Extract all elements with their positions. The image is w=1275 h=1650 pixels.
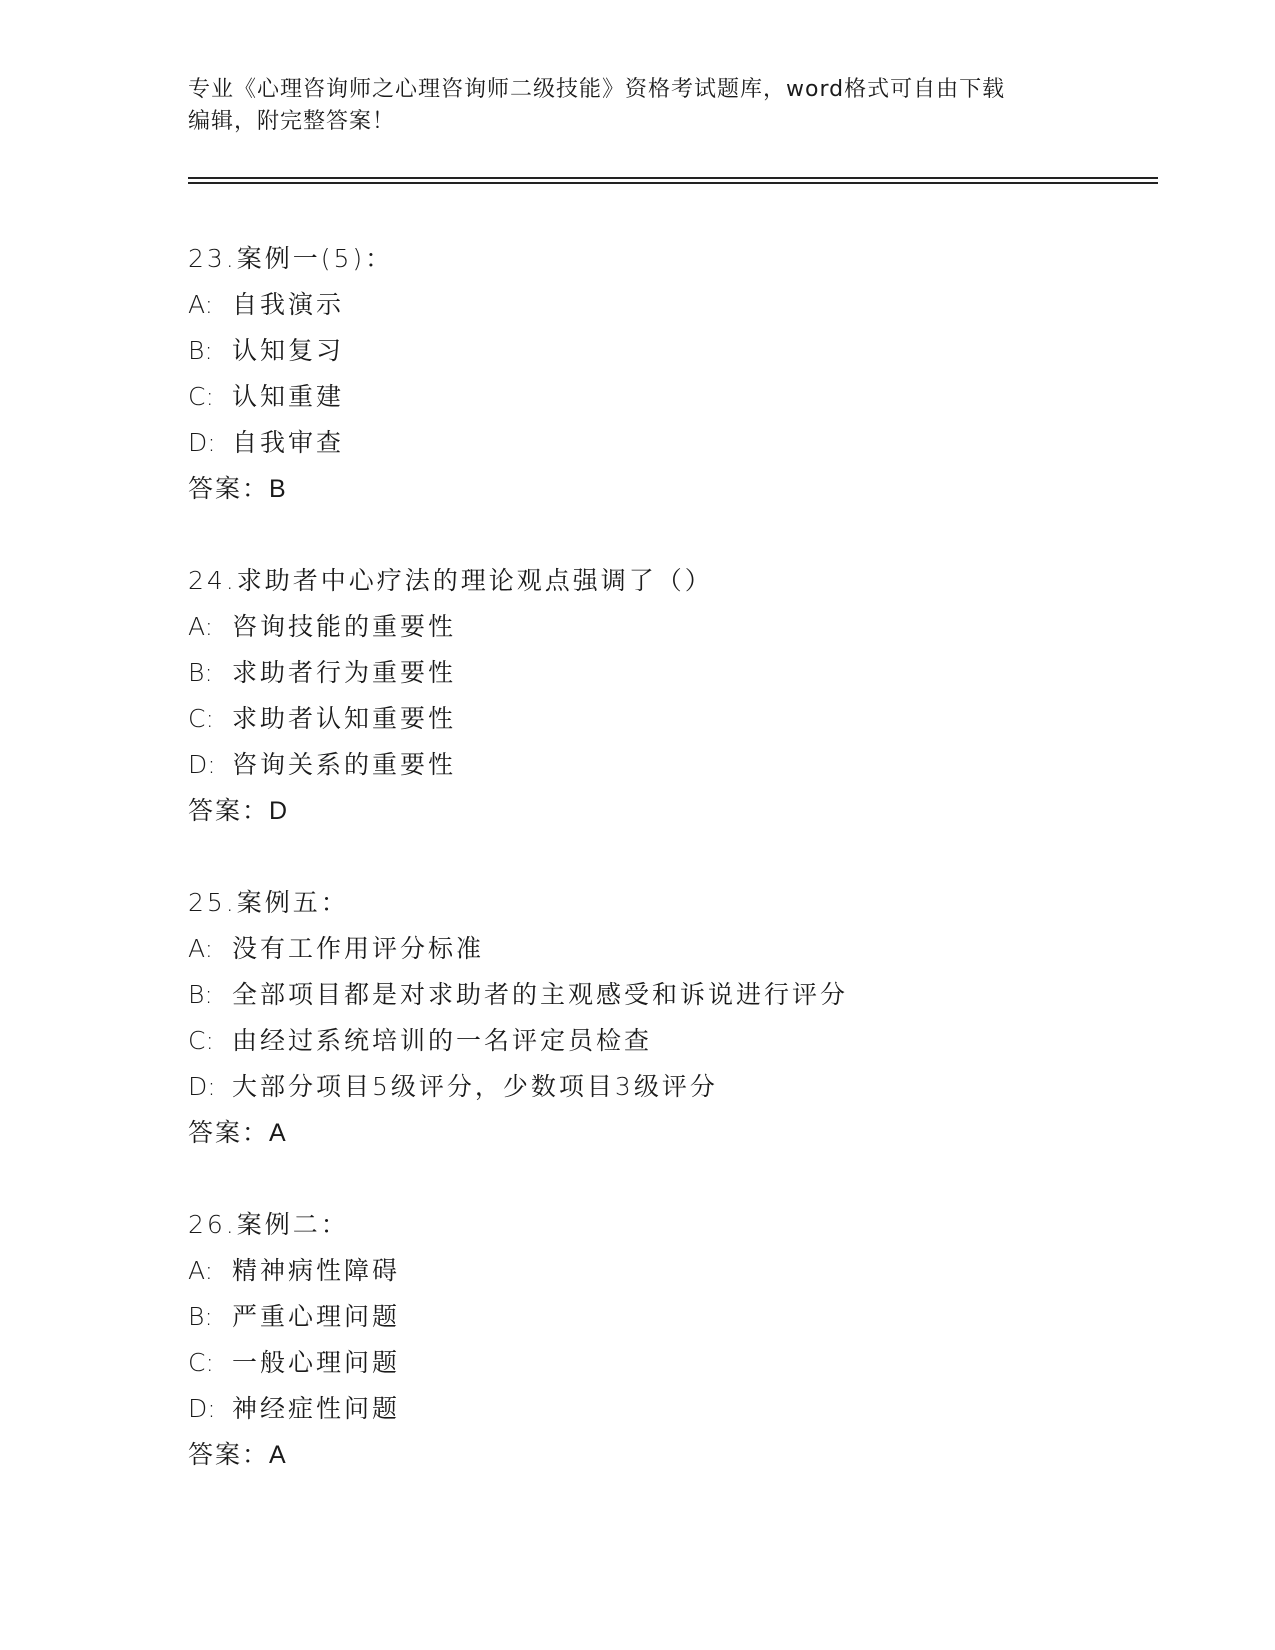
option-d <box>188 1386 1188 1432</box>
option-b <box>188 1294 1188 1340</box>
option-letter: B: <box>188 980 213 1009</box>
option-a <box>188 1248 1188 1294</box>
header-line-2: 编辑，附完整答案！ <box>188 109 396 134</box>
question-23 <box>188 236 1188 558</box>
option-letter: D: <box>188 428 216 457</box>
question-stem: 26.案例二： <box>188 1210 349 1239</box>
option-c <box>188 1018 1188 1064</box>
option-c <box>188 374 1188 420</box>
option-d <box>188 420 1188 466</box>
option-text: 自我演示 <box>232 290 345 319</box>
option-letter: B: <box>188 658 213 687</box>
option-text: 精神病性障碍 <box>232 1256 401 1285</box>
option-text: 严重心理问题 <box>232 1302 401 1331</box>
option-letter: A: <box>188 934 214 963</box>
option-text: 求助者认知重要性 <box>232 704 457 733</box>
option-text: 认知重建 <box>232 382 345 411</box>
question-stem: 25.案例五： <box>188 888 349 917</box>
option-text: 大部分项目5级评分，少数项目3级评分 <box>232 1072 718 1101</box>
option-letter: A: <box>188 1256 214 1285</box>
option-text: 一般心理问题 <box>232 1348 401 1377</box>
option-b <box>188 972 1188 1018</box>
question-list <box>188 236 1188 1524</box>
option-b <box>188 650 1188 696</box>
option-letter: B: <box>188 1302 213 1331</box>
option-text: 咨询关系的重要性 <box>232 750 457 779</box>
option-text: 咨询技能的重要性 <box>232 612 457 641</box>
question-25 <box>188 880 1188 1202</box>
option-letter: C: <box>188 382 214 411</box>
question-24 <box>188 558 1188 880</box>
option-letter: C: <box>188 1026 214 1055</box>
option-letter: C: <box>188 704 214 733</box>
option-letter: D: <box>188 1394 216 1423</box>
option-text: 自我审查 <box>232 428 345 457</box>
option-text: 认知复习 <box>232 336 345 365</box>
option-letter: D: <box>188 750 216 779</box>
option-letter: A: <box>188 290 214 319</box>
option-b <box>188 328 1188 374</box>
option-a <box>188 282 1188 328</box>
question-stem: 24.求助者中心疗法的理论观点强调了（） <box>188 566 713 595</box>
option-d <box>188 742 1188 788</box>
option-text: 由经过系统培训的一名评定员检查 <box>232 1026 653 1055</box>
option-text: 没有工作用评分标准 <box>232 934 485 963</box>
answer-line: 答案：D <box>188 797 290 825</box>
answer-line: 答案：B <box>188 475 288 503</box>
option-text: 全部项目都是对求助者的主观感受和诉说进行评分 <box>232 980 849 1009</box>
header-divider-bottom <box>188 182 1158 184</box>
header-line-1: 专业《心理咨询师之心理咨询师二级技能》资格考试题库，word格式可自由下载 <box>188 77 1006 102</box>
option-text: 求助者行为重要性 <box>232 658 457 687</box>
question-26 <box>188 1202 1188 1524</box>
option-c <box>188 1340 1188 1386</box>
answer-line: 答案：A <box>188 1119 288 1147</box>
answer-line: 答案：A <box>188 1441 288 1469</box>
option-c <box>188 696 1188 742</box>
header-divider-top <box>188 177 1158 179</box>
option-text: 神经症性问题 <box>232 1394 401 1423</box>
option-letter: D: <box>188 1072 216 1101</box>
option-letter: C: <box>188 1348 214 1377</box>
option-d <box>188 1064 1188 1110</box>
document-header <box>188 74 1078 138</box>
option-a <box>188 604 1188 650</box>
option-letter: B: <box>188 336 213 365</box>
option-letter: A: <box>188 612 214 641</box>
option-a <box>188 926 1188 972</box>
question-stem: 23.案例一(5)： <box>188 244 394 273</box>
